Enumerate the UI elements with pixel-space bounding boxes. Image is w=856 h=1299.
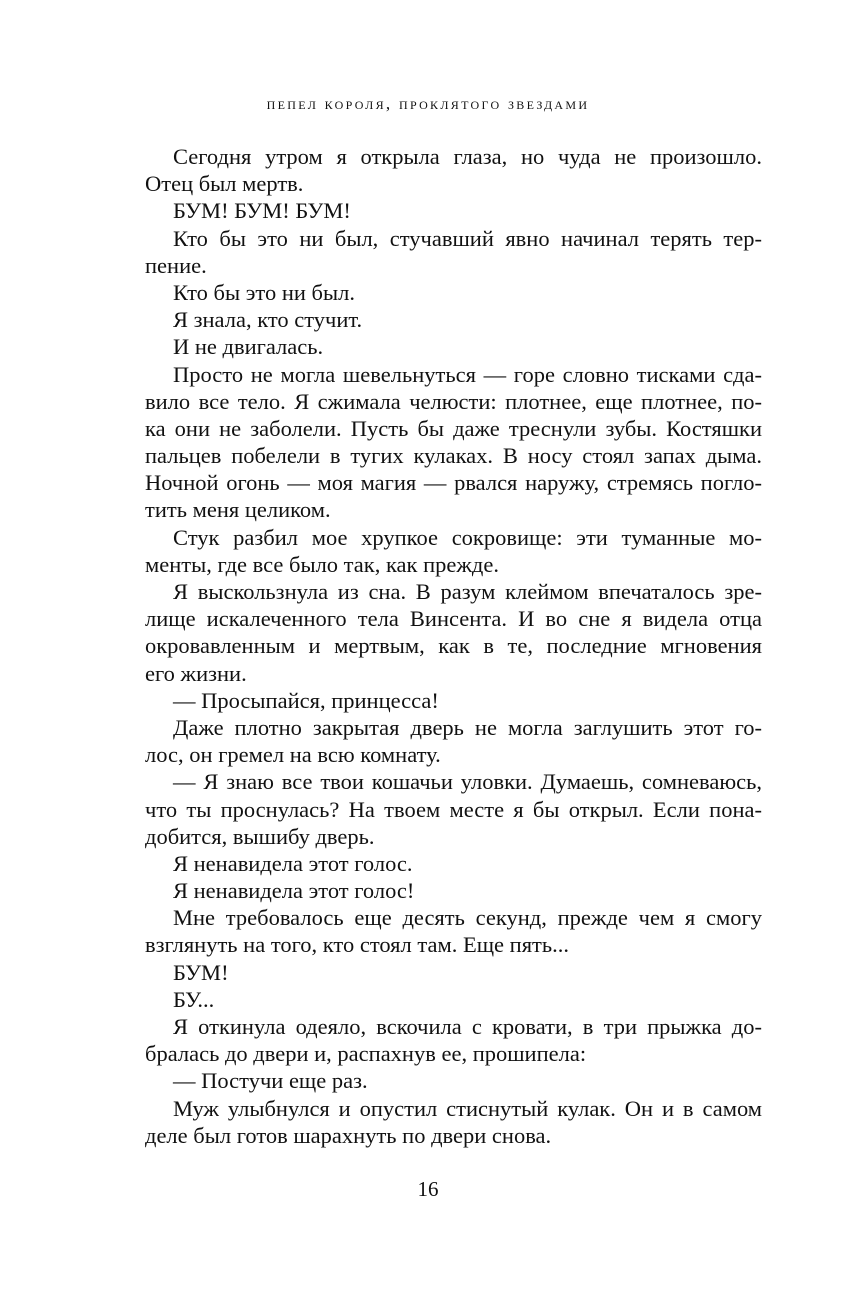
text-line: Мне требовалось еще десять секунд, прежде чем я смогу	[173, 905, 762, 931]
text-line: БУ...	[173, 986, 215, 1012]
text-line: Я ненавидела этот голос.	[173, 850, 413, 876]
text-line: — Просыпайся, принцесса!	[173, 687, 439, 713]
text-line: Кто бы это ни был, стучавший явно начинал терять тер-	[173, 225, 762, 251]
text-line: взглянуть на того, кто стоял там. Еще пять...	[145, 932, 570, 958]
text-line: Даже плотно закрытая дверь не могла заглушить этот го-	[173, 714, 762, 740]
text-line: Сегодня утром я открыла глаза, но чуда не произошло.	[173, 144, 762, 169]
text-line: БУМ!	[173, 959, 229, 985]
text-line: Просто не могла шевельнуться — горе словно тисками сда-	[173, 361, 762, 387]
text-line: Ночной огонь — моя магия — рвался наружу, стремясь погло-	[145, 470, 762, 496]
text-line: деле был готов шарахнуть по двери снова.	[145, 1122, 552, 1148]
text-line: бралась до двери и, распахнув ее, прошипела:	[145, 1041, 587, 1067]
text-line: ка они не заболели. Пусть бы даже треснули зубы. Костяшки	[145, 415, 762, 441]
text-line: Муж улыбнулся и опустил стиснутый кулак. Он и в самом	[173, 1095, 762, 1121]
text-line: пение.	[145, 252, 207, 278]
text-line: пальцев побелели в тугих кулаках. В носу стоял запах дыма.	[145, 443, 762, 469]
text-line: Отец был мертв.	[145, 171, 304, 197]
text-line: добится, вышибу дверь.	[145, 823, 375, 849]
text-line: БУМ! БУМ! БУМ!	[173, 198, 351, 224]
text-line: Кто бы это ни был.	[173, 279, 355, 305]
text-line: его жизни.	[145, 660, 247, 686]
text-line: Я знала, кто стучит.	[173, 307, 363, 333]
text-line: Я ненавидела этот голос!	[173, 878, 415, 904]
text-line: окровавленным и мертвым, как в те, последние мгновения	[145, 633, 762, 659]
text-line: Я откинула одеяло, вскочила с кровати, в три прыжка до-	[173, 1014, 762, 1039]
text-line: тить меня целиком.	[145, 497, 331, 523]
body-text	[145, 143, 762, 1149]
text-line: — Я знаю все твои кошачьи уловки. Думаешь, сомневаюсь,	[173, 769, 762, 795]
text-line: вило все тело. Я сжимала челюсти: плотнее, еще плотнее, по-	[145, 388, 762, 414]
text-line: менты, где все было так, как прежде.	[145, 551, 499, 577]
text-line: — Постучи еще раз.	[173, 1068, 368, 1094]
text-line: И не двигалась.	[173, 334, 324, 360]
text-line: лище искалеченного тела Винсента. И во сне я видела отца	[145, 606, 762, 632]
text-line: что ты проснулась? На твоем месте я бы открыл. Если пона-	[145, 796, 762, 822]
text-line: Я выскользнула из сна. В разум клеймом впечаталось зре-	[173, 579, 762, 604]
running-head: пепел короля, проклятого звездами	[266, 94, 590, 113]
text-line: лос, он гремел на всю комнату.	[145, 742, 441, 768]
text-line: Стук разбил мое хрупкое сокровище: эти туманные мо-	[173, 524, 762, 550]
page-number: 16	[417, 1177, 439, 1201]
